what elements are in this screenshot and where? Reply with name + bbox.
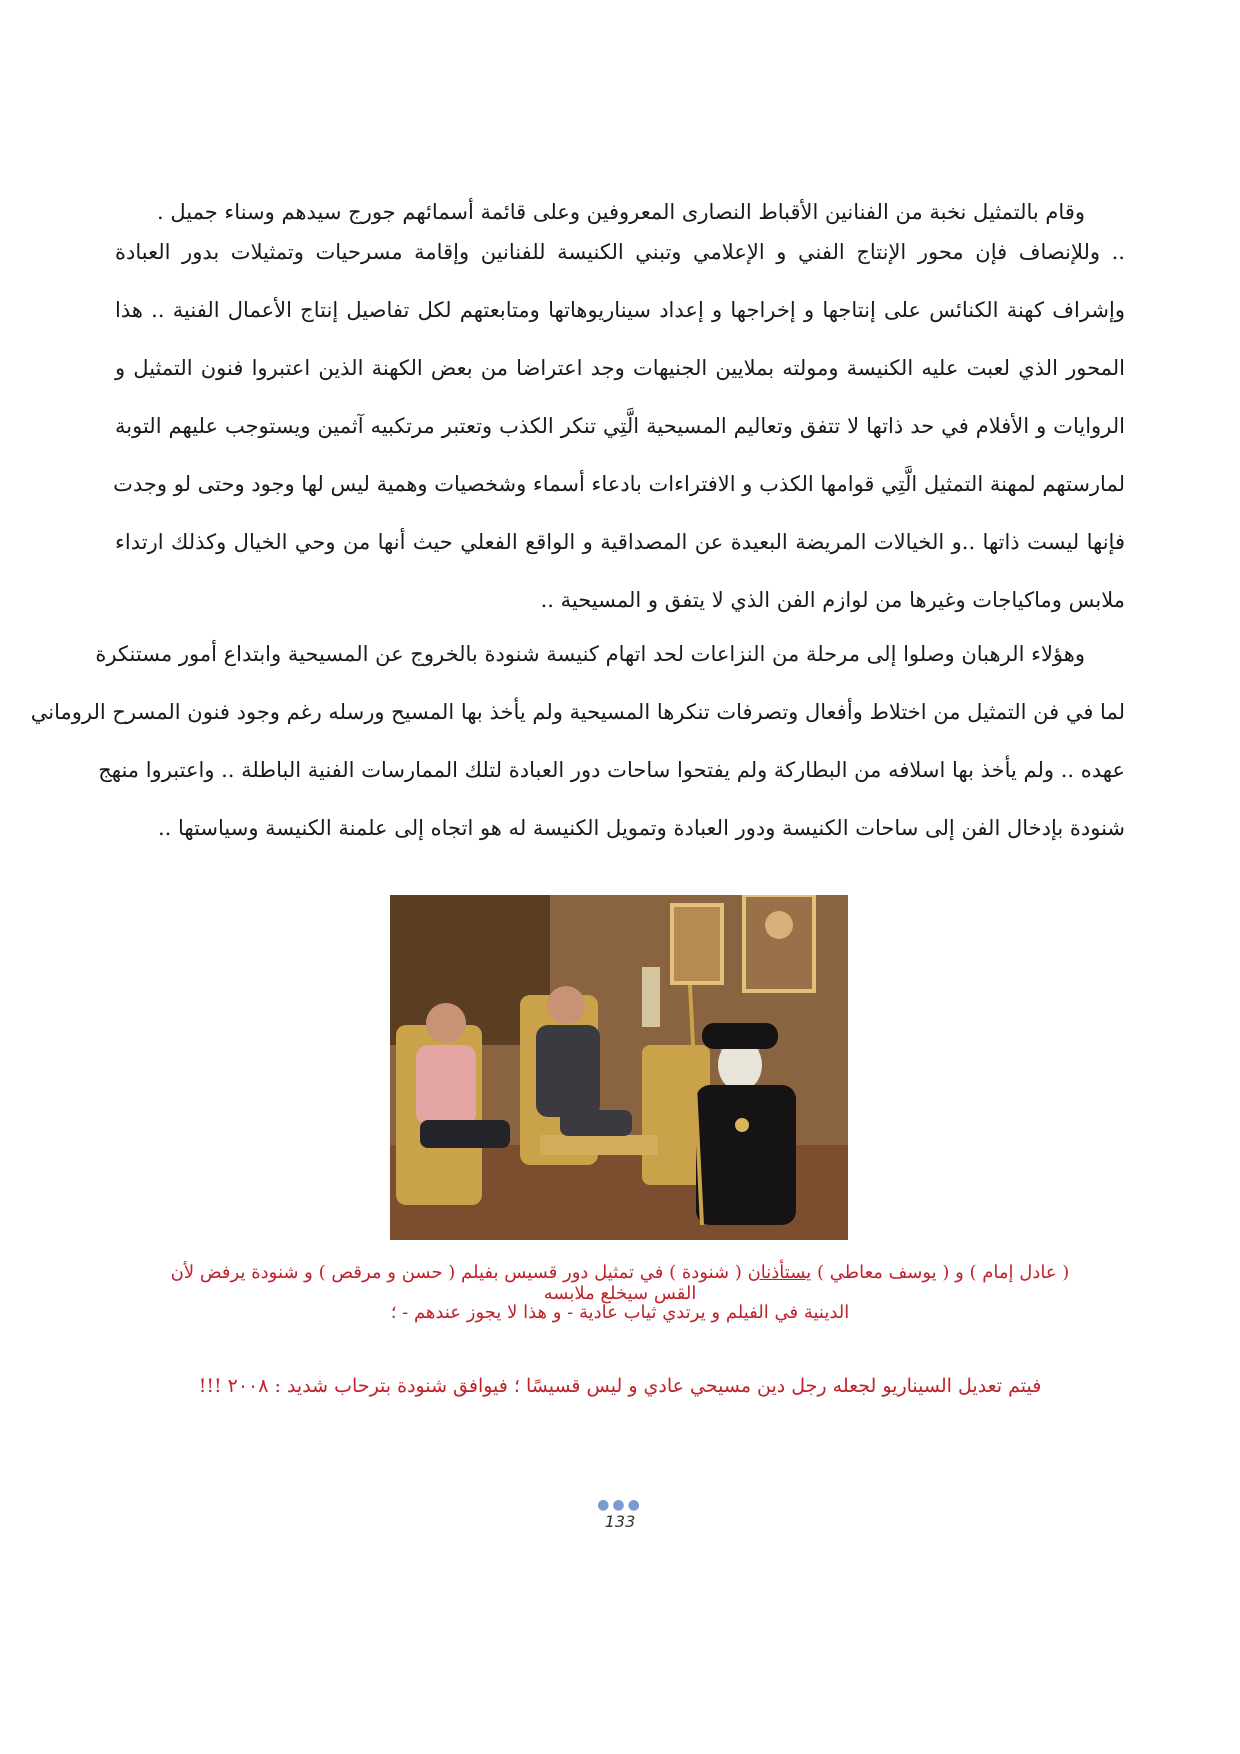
text-line: لمارستهم لمهنة التمثيل الَّتِي قوامها الكذب و الافتراءات بادعاء أسماء وشخصيات وهمية ليس لها وجود وحتى لو وجدت bbox=[113, 472, 1125, 496]
photo-icon-halo bbox=[765, 911, 793, 939]
photo-illustration bbox=[390, 895, 848, 1240]
caption-text-before: ( عادل إمام ) و ( يوسف معاطي ) bbox=[811, 1262, 1070, 1283]
photo-person-middle-body bbox=[536, 1025, 600, 1117]
photo-person-right-robe bbox=[696, 1085, 796, 1225]
photo-icon-frame-large bbox=[744, 895, 814, 991]
text-line: لما في فن التمثيل من اختلاط وأفعال وتصرفات تنكرها المسيحية ولم يأخذ بها المسيح ورسله رغم وجود فنون المسرح الروماني bbox=[30, 700, 1125, 724]
text-line: .. وللإنصاف فإن محور الإنتاج الفني و الإعلامي وتبني الكنيسة للفنانين وإقامة مسرحيات وتمثيلات بدور العبادة bbox=[115, 240, 1125, 264]
news-photo bbox=[390, 895, 848, 1240]
text-line: وإشراف كهنة الكنائس على إنتاجها و إخراجها و إعداد سيناريوهاتها ومتابعتهم لكل تفاصيل إنتاج الأعمال الفنية .. هذا bbox=[115, 298, 1125, 322]
text-line: فإنها ليست ذاتها ..و الخيالات المريضة البعيدة عن المصداقية و الواقع الفعلي حيث أنها من وحي الخيال وكذلك ارتداء bbox=[115, 530, 1125, 554]
page-dots-ornament: ●●● bbox=[597, 1497, 643, 1513]
photo-table bbox=[540, 1135, 658, 1155]
page-number: 133 bbox=[604, 1512, 636, 1531]
text-line: وهؤلاء الرهبان وصلوا إلى مرحلة من النزاعات لحد اتهام كنيسة شنودة بالخروج عن المسيحية وابتداع أمور مستنكرة bbox=[95, 642, 1085, 666]
photo-person-left-legs bbox=[420, 1120, 510, 1148]
photo-person-right-hood bbox=[702, 1023, 778, 1049]
text-line: شنودة بإدخال الفن إلى ساحات الكنيسة ودور العبادة وتمويل الكنيسة له هو اتجاه إلى علمنة الكنيسة وسياستها .. bbox=[157, 816, 1125, 840]
photo-caption-line-3: فيتم تعديل السيناريو لجعله رجل دين مسيحي عادي و ليس قسيسًا ؛ فيوافق شنودة بترحاب شديد : ٢٠٠٨ !!! bbox=[198, 1375, 1042, 1397]
text-line: ملابس وماكياجات وغيرها من لوازم الفن الذي لا يتفق و المسيحية .. bbox=[540, 588, 1125, 612]
photo-caption-line-2: الدينية في الفيلم و يرتدي ثياب عادية - و هذا لا يجوز عندهم - ؛ bbox=[390, 1302, 850, 1323]
photo-person-right-cross bbox=[735, 1118, 749, 1132]
text-line: وقام بالتمثيل نخبة من الفنانين الأقباط النصارى المعروفين وعلى قائمة أسمائهم جورج سيدهم وسناء جميل . bbox=[157, 200, 1085, 224]
photo-vase bbox=[642, 967, 660, 1027]
photo-caption-line-1 bbox=[160, 1262, 1080, 1304]
text-line: المحور الذي لعبت عليه الكنيسة ومولته بملايين الجنيهات وجد اعتراضا من بعض الكهنة الذين اعتبروا فنون التمثيل و bbox=[115, 356, 1125, 380]
caption-text-after: ( شنودة ) في تمثيل دور قسيس بفيلم ( حسن و مرقص ) و شنودة يرفض لأن القس سيخلع ملابسه bbox=[170, 1262, 748, 1304]
photo-person-left-body bbox=[416, 1045, 476, 1125]
text-line: الروايات و الأفلام في حد ذاتها لا تتفق وتعاليم المسيحية الَّتِي تنكر الكذب وتعتبر مرتكبيه آثمين ويستوجب عليهم التوبة bbox=[115, 414, 1125, 438]
photo-icon-frame-small bbox=[672, 905, 722, 983]
photo-person-middle-head bbox=[547, 986, 585, 1024]
caption-text-underlined: يستأذنان bbox=[747, 1262, 812, 1283]
photo-person-left-head bbox=[426, 1003, 466, 1043]
text-line: عهده .. ولم يأخذ بها اسلافه من البطاركة ولم يفتحوا ساحات دور العبادة لتلك الممارسات الفنية الباطلة .. واعتبروا منهج bbox=[98, 758, 1125, 782]
photo-person-middle-legs bbox=[560, 1110, 632, 1136]
